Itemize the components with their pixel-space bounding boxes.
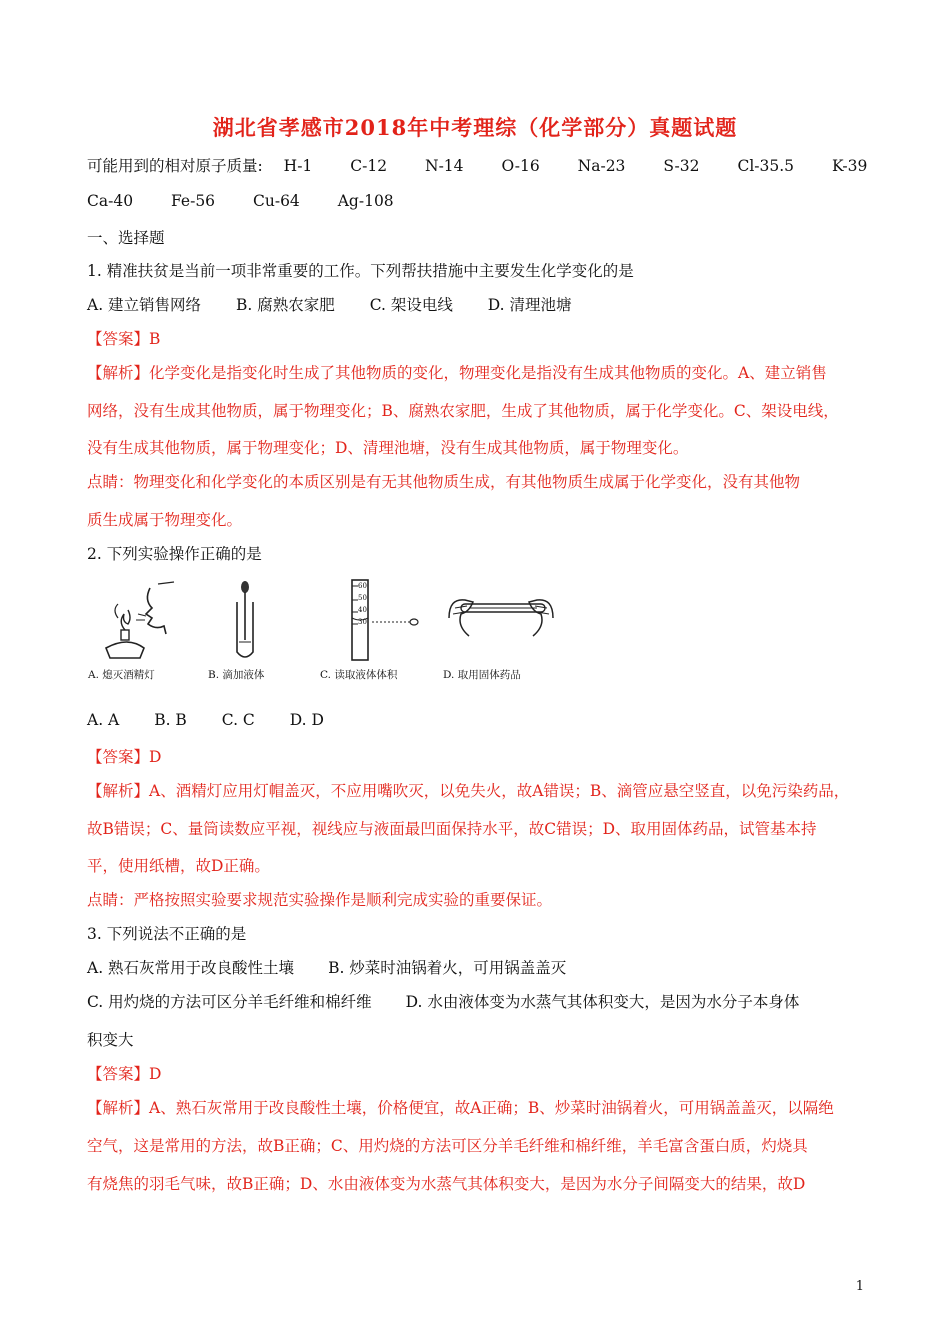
atomic-mass-item: Ca-40	[87, 192, 134, 210]
question-3-options-row-2	[87, 990, 799, 1012]
atomic-mass-item: Cl-35.5	[737, 157, 795, 175]
atomic-mass-label: 可能用到的相对原子质量:	[87, 157, 263, 175]
atomic-mass-row-1	[87, 154, 900, 176]
question-3-analysis-line: 有烧焦的羽毛气味，故B正确；D、水由液体变为水蒸气其体积变大，是因为水分子间隔变大的结果，故D	[87, 1175, 806, 1193]
figure-d-solid-reagent	[443, 578, 558, 690]
figure-a-alcohol-lamp	[88, 578, 203, 690]
question-3-stem: 3. 下列说法不正确的是	[87, 925, 247, 943]
page-number: 1	[855, 1279, 864, 1294]
cylinder-tick-label: 40	[358, 606, 367, 614]
question-1-tip-line: 点睛：物理变化和化学变化的本质区别是有无其他物质生成，有其他物质生成属于化学变化，没有其他物	[87, 473, 801, 491]
question-2-analysis-line: 【解析】A、酒精灯应用灯帽盖灭，不应用嘴吹灭，以免失火，故A错误；B、滴管应悬空竖直，以免污染药品，	[87, 782, 850, 800]
option: B. 炒菜时油锅着火，可用锅盖盖灭	[328, 959, 567, 977]
option: D. 清理池塘	[487, 296, 572, 314]
question-2-analysis-line: 平，使用纸槽，故D正确。	[87, 857, 270, 875]
question-1-analysis-line: 网络，没有生成其他物质，属于物理变化；B、腐熟农家肥，生成了其他物质，属于化学变化。C、架设电线，	[87, 402, 839, 420]
question-3-options-row-3: 积变大	[87, 1031, 134, 1049]
atomic-mass-row-2	[87, 192, 427, 210]
question-2-answer: 【答案】D	[87, 748, 162, 766]
figure-caption: C. 读取液体体积	[320, 669, 398, 681]
question-2-tip-line: 点睛：严格按照实验要求规范实验操作是顺利完成实验的重要保证。	[87, 891, 553, 909]
question-3-analysis-line: 【解析】A、熟石灰常用于改良酸性土壤，价格便宜，故A正确；B、炒菜时油锅着火，可用锅盖盖灭，以隔绝	[87, 1099, 834, 1117]
atomic-mass-item: N-14	[425, 157, 464, 175]
cylinder-tick-label: 30	[358, 618, 367, 626]
atomic-mass-item: S-32	[663, 157, 700, 175]
hands-test-tube-drawing	[443, 578, 558, 668]
atomic-mass-item: Ag-108	[337, 192, 394, 210]
question-1-stem: 1. 精准扶贫是当前一项非常重要的工作。下列帮扶措施中主要发生化学变化的是	[87, 262, 634, 280]
dropper-test-tube-drawing	[208, 578, 318, 668]
option: D. D	[289, 711, 324, 729]
question-1-tip-line: 质生成属于物理变化。	[87, 511, 243, 529]
option: A. 建立销售网络	[87, 296, 202, 314]
graduated-cylinder-drawing	[320, 578, 435, 668]
atomic-mass-item: Fe-56	[171, 192, 216, 210]
option: C. 架设电线	[369, 296, 453, 314]
question-1-options	[87, 293, 602, 315]
question-3-analysis-line: 空气，这是常用的方法，故B正确；C、用灼烧的方法可区分羊毛纤维和棉纤维，羊毛富含蛋白质，灼烧具	[87, 1137, 808, 1155]
cylinder-tick-label: 60	[358, 582, 367, 590]
option: B. B	[154, 711, 187, 729]
page-title: 湖北省孝感市2018年中考理综（化学部分）真题试题	[212, 115, 738, 140]
atomic-mass-item: H-1	[283, 157, 313, 175]
figure-caption: A. 熄灭酒精灯	[88, 669, 155, 681]
atomic-mass-item: Na-23	[577, 157, 626, 175]
option: D. 水由液体变为水蒸气其体积变大，是因为水分子本身体	[405, 993, 800, 1011]
section-heading: 一、选择题	[87, 229, 165, 247]
figure-caption: D. 取用固体药品	[443, 669, 521, 681]
question-2-stem: 2. 下列实验操作正确的是	[87, 545, 262, 563]
cylinder-tick-label: 50	[358, 594, 367, 602]
question-2-analysis-line: 故B错误；C、量筒读数应平视，视线应与液面最凹面保持水平，故C错误；D、取用固体药品，试管基本持	[87, 820, 817, 838]
question-1-analysis-line: 【解析】化学变化是指变化时生成了其他物质的变化，物理变化是指没有生成其他物质的变化。A、建立销售	[87, 364, 827, 382]
atomic-mass-item: Cu-64	[252, 192, 300, 210]
question-1-analysis-line: 没有生成其他物质，属于物理变化；D、清理池塘，没有生成其他物质，属于物理变化。	[87, 439, 689, 457]
question-3-options-row-1	[87, 956, 566, 978]
question-2-figure	[88, 578, 558, 690]
alcohol-lamp-drawing	[88, 578, 198, 668]
option: B. 腐熟农家肥	[236, 296, 335, 314]
question-1-answer: 【答案】B	[87, 330, 161, 348]
figure-c-cylinder	[320, 578, 435, 690]
figure-b-dropper	[208, 578, 323, 690]
atomic-mass-item: C-12	[350, 157, 388, 175]
option: C. 用灼烧的方法可区分羊毛纤维和棉纤维	[87, 993, 372, 1011]
cylinder-scale	[358, 580, 367, 628]
option: C. C	[221, 711, 255, 729]
question-3-answer: 【答案】D	[87, 1065, 162, 1083]
question-2-options	[87, 711, 354, 729]
option: A. 熟石灰常用于改良酸性土壤	[87, 959, 295, 977]
atomic-mass-item: O-16	[501, 157, 540, 175]
figure-caption: B. 滴加液体	[208, 669, 265, 681]
option: A. A	[87, 711, 120, 729]
atomic-mass-item: K-39	[831, 157, 868, 175]
